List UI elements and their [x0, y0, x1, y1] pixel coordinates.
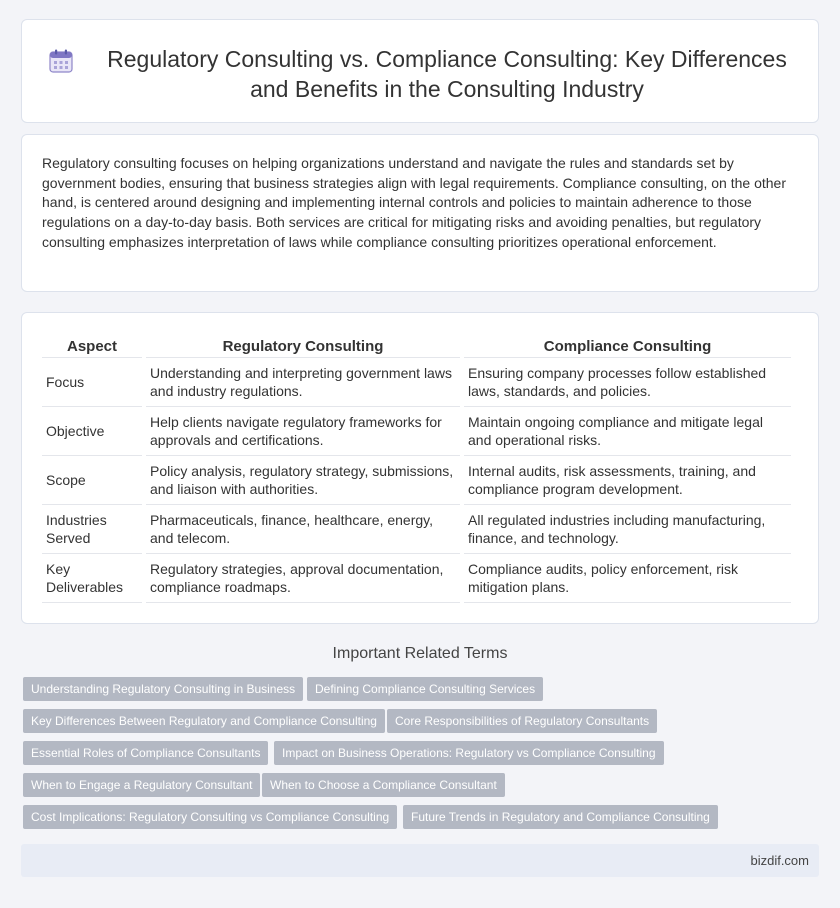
- header-compliance: Compliance Consulting: [464, 335, 791, 358]
- table-row: [42, 505, 791, 554]
- row-aspect: Focus: [42, 358, 142, 407]
- table-header-row: [42, 335, 791, 358]
- row-aspect: Key Deliverables: [42, 554, 142, 603]
- calendar-icon: [48, 48, 74, 74]
- header-regulatory: Regulatory Consulting: [146, 335, 460, 358]
- header-card: [21, 19, 819, 123]
- footer-site-link[interactable]: bizdif.com: [750, 853, 809, 868]
- row-aspect: Objective: [42, 407, 142, 456]
- related-term-tag[interactable]: Key Differences Between Regulatory and Compliance Consulting: [23, 709, 385, 733]
- related-term-tag[interactable]: When to Choose a Compliance Consultant: [262, 773, 505, 797]
- related-term-tag[interactable]: When to Engage a Regulatory Consultant: [23, 773, 260, 797]
- row-regulatory: Policy analysis, regulatory strategy, submissions, and liaison with authorities.: [146, 456, 460, 505]
- row-compliance: All regulated industries including manufacturing, finance, and technology.: [464, 505, 791, 554]
- table-row: [42, 554, 791, 603]
- footer: [21, 844, 819, 877]
- related-terms-title: Important Related Terms: [332, 645, 508, 662]
- table-row: [42, 358, 791, 407]
- table-row: [42, 407, 791, 456]
- row-regulatory: Help clients navigate regulatory frameworks for approvals and certifications.: [146, 407, 460, 456]
- related-term-tag[interactable]: Core Responsibilities of Regulatory Consultants: [387, 709, 657, 733]
- row-compliance: Ensuring company processes follow established laws, standards, and policies.: [464, 358, 791, 407]
- related-term-tag[interactable]: Impact on Business Operations: Regulatory vs Compliance Consulting: [274, 741, 664, 765]
- header-aspect: Aspect: [42, 335, 142, 358]
- related-term-tag[interactable]: Essential Roles of Compliance Consultants: [23, 741, 268, 765]
- row-compliance: Maintain ongoing compliance and mitigate legal and operational risks.: [464, 407, 791, 456]
- related-term-tag[interactable]: Understanding Regulatory Consulting in Business: [23, 677, 303, 701]
- page-title: Regulatory Consulting vs. Compliance Consulting: Key Differences and Benefits in the Consulting Industry: [107, 46, 787, 102]
- row-aspect: Industries Served: [42, 505, 142, 554]
- row-regulatory: Understanding and interpreting government laws and industry regulations.: [146, 358, 460, 407]
- row-compliance: Internal audits, risk assessments, training, and compliance program development.: [464, 456, 791, 505]
- related-term-tag[interactable]: Future Trends in Regulatory and Compliance Consulting: [403, 805, 718, 829]
- related-term-tag[interactable]: Defining Compliance Consulting Services: [307, 677, 543, 701]
- row-regulatory: Regulatory strategies, approval documentation, compliance roadmaps.: [146, 554, 460, 603]
- intro-card: [21, 134, 819, 292]
- table-row: [42, 456, 791, 505]
- row-aspect: Scope: [42, 456, 142, 505]
- intro-paragraph: Regulatory consulting focuses on helping organizations understand and navigate the rules and standards set by government bodies, ensuring that business strategies align with legal requirements. Compliance consulting, on the other hand, is centered around designing and implementing internal controls and policies to maintain adherence to those regulations on a day-to-day basis. Both services are critical for mitigating risks and avoiding penalties, but regulatory consulting emphasizes interpretation of laws while compliance consulting prioritizes operational enforcement.: [42, 155, 786, 250]
- related-term-tag[interactable]: Cost Implications: Regulatory Consulting vs Compliance Consulting: [23, 805, 397, 829]
- comparison-table: [38, 335, 795, 603]
- row-regulatory: Pharmaceuticals, finance, healthcare, energy, and telecom.: [146, 505, 460, 554]
- comparison-table-card: [21, 312, 819, 624]
- row-compliance: Compliance audits, policy enforcement, risk mitigation plans.: [464, 554, 791, 603]
